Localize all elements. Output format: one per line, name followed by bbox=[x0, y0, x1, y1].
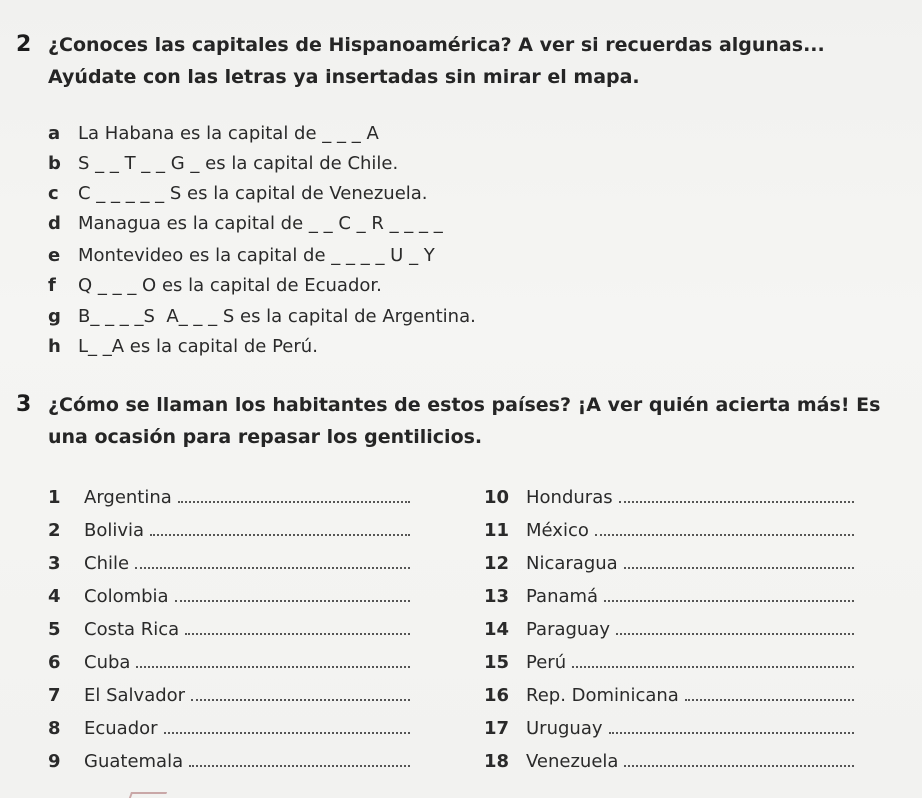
answer-line[interactable] bbox=[572, 650, 854, 668]
row-number: 15 bbox=[484, 652, 510, 673]
row-number: 11 bbox=[484, 520, 510, 541]
gentilicio-row-costa-rica bbox=[48, 617, 410, 643]
row-number: 16 bbox=[484, 685, 510, 706]
answer-line[interactable] bbox=[624, 749, 854, 767]
item-letter: b bbox=[48, 153, 61, 174]
gentilicio-row-ecuador bbox=[48, 716, 410, 742]
exercise-2-item-d bbox=[48, 212, 443, 236]
country-name: México bbox=[526, 520, 589, 541]
gentilicio-row-venezuela bbox=[484, 749, 854, 775]
gentilicio-row-uruguay bbox=[484, 716, 854, 742]
item-letter: g bbox=[48, 306, 61, 327]
gentilicio-row-bolivia bbox=[48, 518, 410, 544]
exercise-2-item-c bbox=[48, 182, 428, 206]
country-name: Panamá bbox=[526, 586, 599, 607]
answer-line[interactable] bbox=[604, 584, 854, 602]
gentilicio-row-colombia bbox=[48, 584, 410, 610]
country-name: Argentina bbox=[84, 487, 172, 508]
country-name: Paraguay bbox=[526, 619, 611, 640]
row-number: 1 bbox=[48, 487, 61, 508]
row-number: 8 bbox=[48, 718, 61, 739]
exercise-2-item-b bbox=[48, 152, 398, 176]
exercise-3-instruction-line-2: una ocasión para repasar los gentilicios. bbox=[48, 426, 483, 448]
answer-line[interactable] bbox=[595, 518, 854, 536]
gentilicio-row-guatemala bbox=[48, 749, 410, 775]
item-text: Managua es la capital de _ _ C _ R _ _ _ _ bbox=[78, 213, 443, 234]
exercise-2-item-e bbox=[48, 244, 435, 268]
row-number: 7 bbox=[48, 685, 61, 706]
item-text: S _ _ T _ _ G _ es la capital de Chile. bbox=[78, 153, 399, 174]
item-letter: c bbox=[48, 183, 59, 204]
row-number: 14 bbox=[484, 619, 510, 640]
answer-line[interactable] bbox=[619, 485, 854, 503]
row-number: 9 bbox=[48, 751, 61, 772]
gentilicio-row-el-salvador bbox=[48, 683, 410, 709]
item-text: Q _ _ _ O es la capital de Ecuador. bbox=[78, 275, 382, 296]
exercise-2-item-h bbox=[48, 335, 318, 359]
row-number: 10 bbox=[484, 487, 510, 508]
answer-line[interactable] bbox=[150, 518, 410, 536]
answer-line[interactable] bbox=[189, 749, 410, 767]
item-text: B_ _ _ _S A_ _ _ S es la capital de Argentina. bbox=[78, 306, 476, 327]
answer-line[interactable] bbox=[135, 551, 410, 569]
gentilicio-row-argentina bbox=[48, 485, 410, 511]
country-name: El Salvador bbox=[84, 685, 186, 706]
country-name: Cuba bbox=[84, 652, 131, 673]
row-number: 3 bbox=[48, 553, 61, 574]
exercise-2-item-g bbox=[48, 305, 476, 329]
country-name: Nicaragua bbox=[526, 553, 618, 574]
item-text: L_ _A es la capital de Perú. bbox=[78, 336, 318, 357]
answer-line[interactable] bbox=[185, 617, 410, 635]
country-name: Perú bbox=[526, 652, 567, 673]
country-name: Bolivia bbox=[84, 520, 145, 541]
answer-line[interactable] bbox=[624, 551, 854, 569]
country-name: Honduras bbox=[526, 487, 613, 508]
exercise-3-instruction-line-1: ¿Cómo se llaman los habitantes de estos países? ¡A ver quién acierta más! Es bbox=[48, 394, 881, 416]
answer-line[interactable] bbox=[609, 716, 855, 734]
answer-line[interactable] bbox=[164, 716, 410, 734]
answer-line[interactable] bbox=[685, 683, 854, 701]
answer-line[interactable] bbox=[175, 584, 410, 602]
item-letter: h bbox=[48, 336, 61, 357]
gentilicio-row-honduras bbox=[484, 485, 854, 511]
row-number: 5 bbox=[48, 619, 61, 640]
exercise-2-item-f bbox=[48, 274, 382, 298]
country-name: Ecuador bbox=[84, 718, 158, 739]
gentilicio-row-peru bbox=[484, 650, 854, 676]
item-letter: a bbox=[48, 123, 61, 144]
country-name: Chile bbox=[84, 553, 130, 574]
country-name: Venezuela bbox=[526, 751, 619, 772]
answer-line[interactable] bbox=[616, 617, 854, 635]
gentilicio-row-panama bbox=[484, 584, 854, 610]
exercise-3-number: 3 bbox=[16, 392, 32, 417]
item-letter: e bbox=[48, 245, 61, 266]
row-number: 13 bbox=[484, 586, 510, 607]
row-number: 6 bbox=[48, 652, 61, 673]
exercise-2-number: 2 bbox=[16, 32, 32, 57]
answer-line[interactable] bbox=[178, 485, 410, 503]
gentilicio-row-mexico bbox=[484, 518, 854, 544]
country-name: Rep. Dominicana bbox=[526, 685, 679, 706]
gentilicio-row-rep-dominicana bbox=[484, 683, 854, 709]
gentilicio-row-nicaragua bbox=[484, 551, 854, 577]
gentilicio-row-cuba bbox=[48, 650, 410, 676]
exercise-2-instruction-line-2: Ayúdate con las letras ya insertadas sin mirar el mapa. bbox=[48, 66, 640, 88]
row-number: 12 bbox=[484, 553, 510, 574]
answer-line[interactable] bbox=[191, 683, 410, 701]
gentilicio-row-chile bbox=[48, 551, 410, 577]
row-number: 17 bbox=[484, 718, 510, 739]
answer-line[interactable] bbox=[136, 650, 410, 668]
item-text: C _ _ _ _ _ S es la capital de Venezuela. bbox=[78, 183, 428, 204]
row-number: 2 bbox=[48, 520, 61, 541]
exercise-2-item-a bbox=[48, 122, 379, 146]
country-name: Costa Rica bbox=[84, 619, 180, 640]
row-number: 4 bbox=[48, 586, 61, 607]
country-name: Colombia bbox=[84, 586, 169, 607]
country-name: Uruguay bbox=[526, 718, 603, 739]
gentilicio-row-paraguay bbox=[484, 617, 854, 643]
country-name: Guatemala bbox=[84, 751, 184, 772]
row-number: 18 bbox=[484, 751, 510, 772]
item-letter: d bbox=[48, 213, 61, 234]
item-text: Montevideo es la capital de _ _ _ _ U _ Y bbox=[78, 245, 435, 266]
item-letter: f bbox=[48, 275, 56, 296]
exercise-2-instruction-line-1: ¿Conoces las capitales de Hispanoamérica? A ver si recuerdas algunas... bbox=[48, 34, 825, 56]
item-text: La Habana es la capital de _ _ _ A bbox=[78, 123, 379, 144]
pen-mark bbox=[129, 792, 167, 798]
